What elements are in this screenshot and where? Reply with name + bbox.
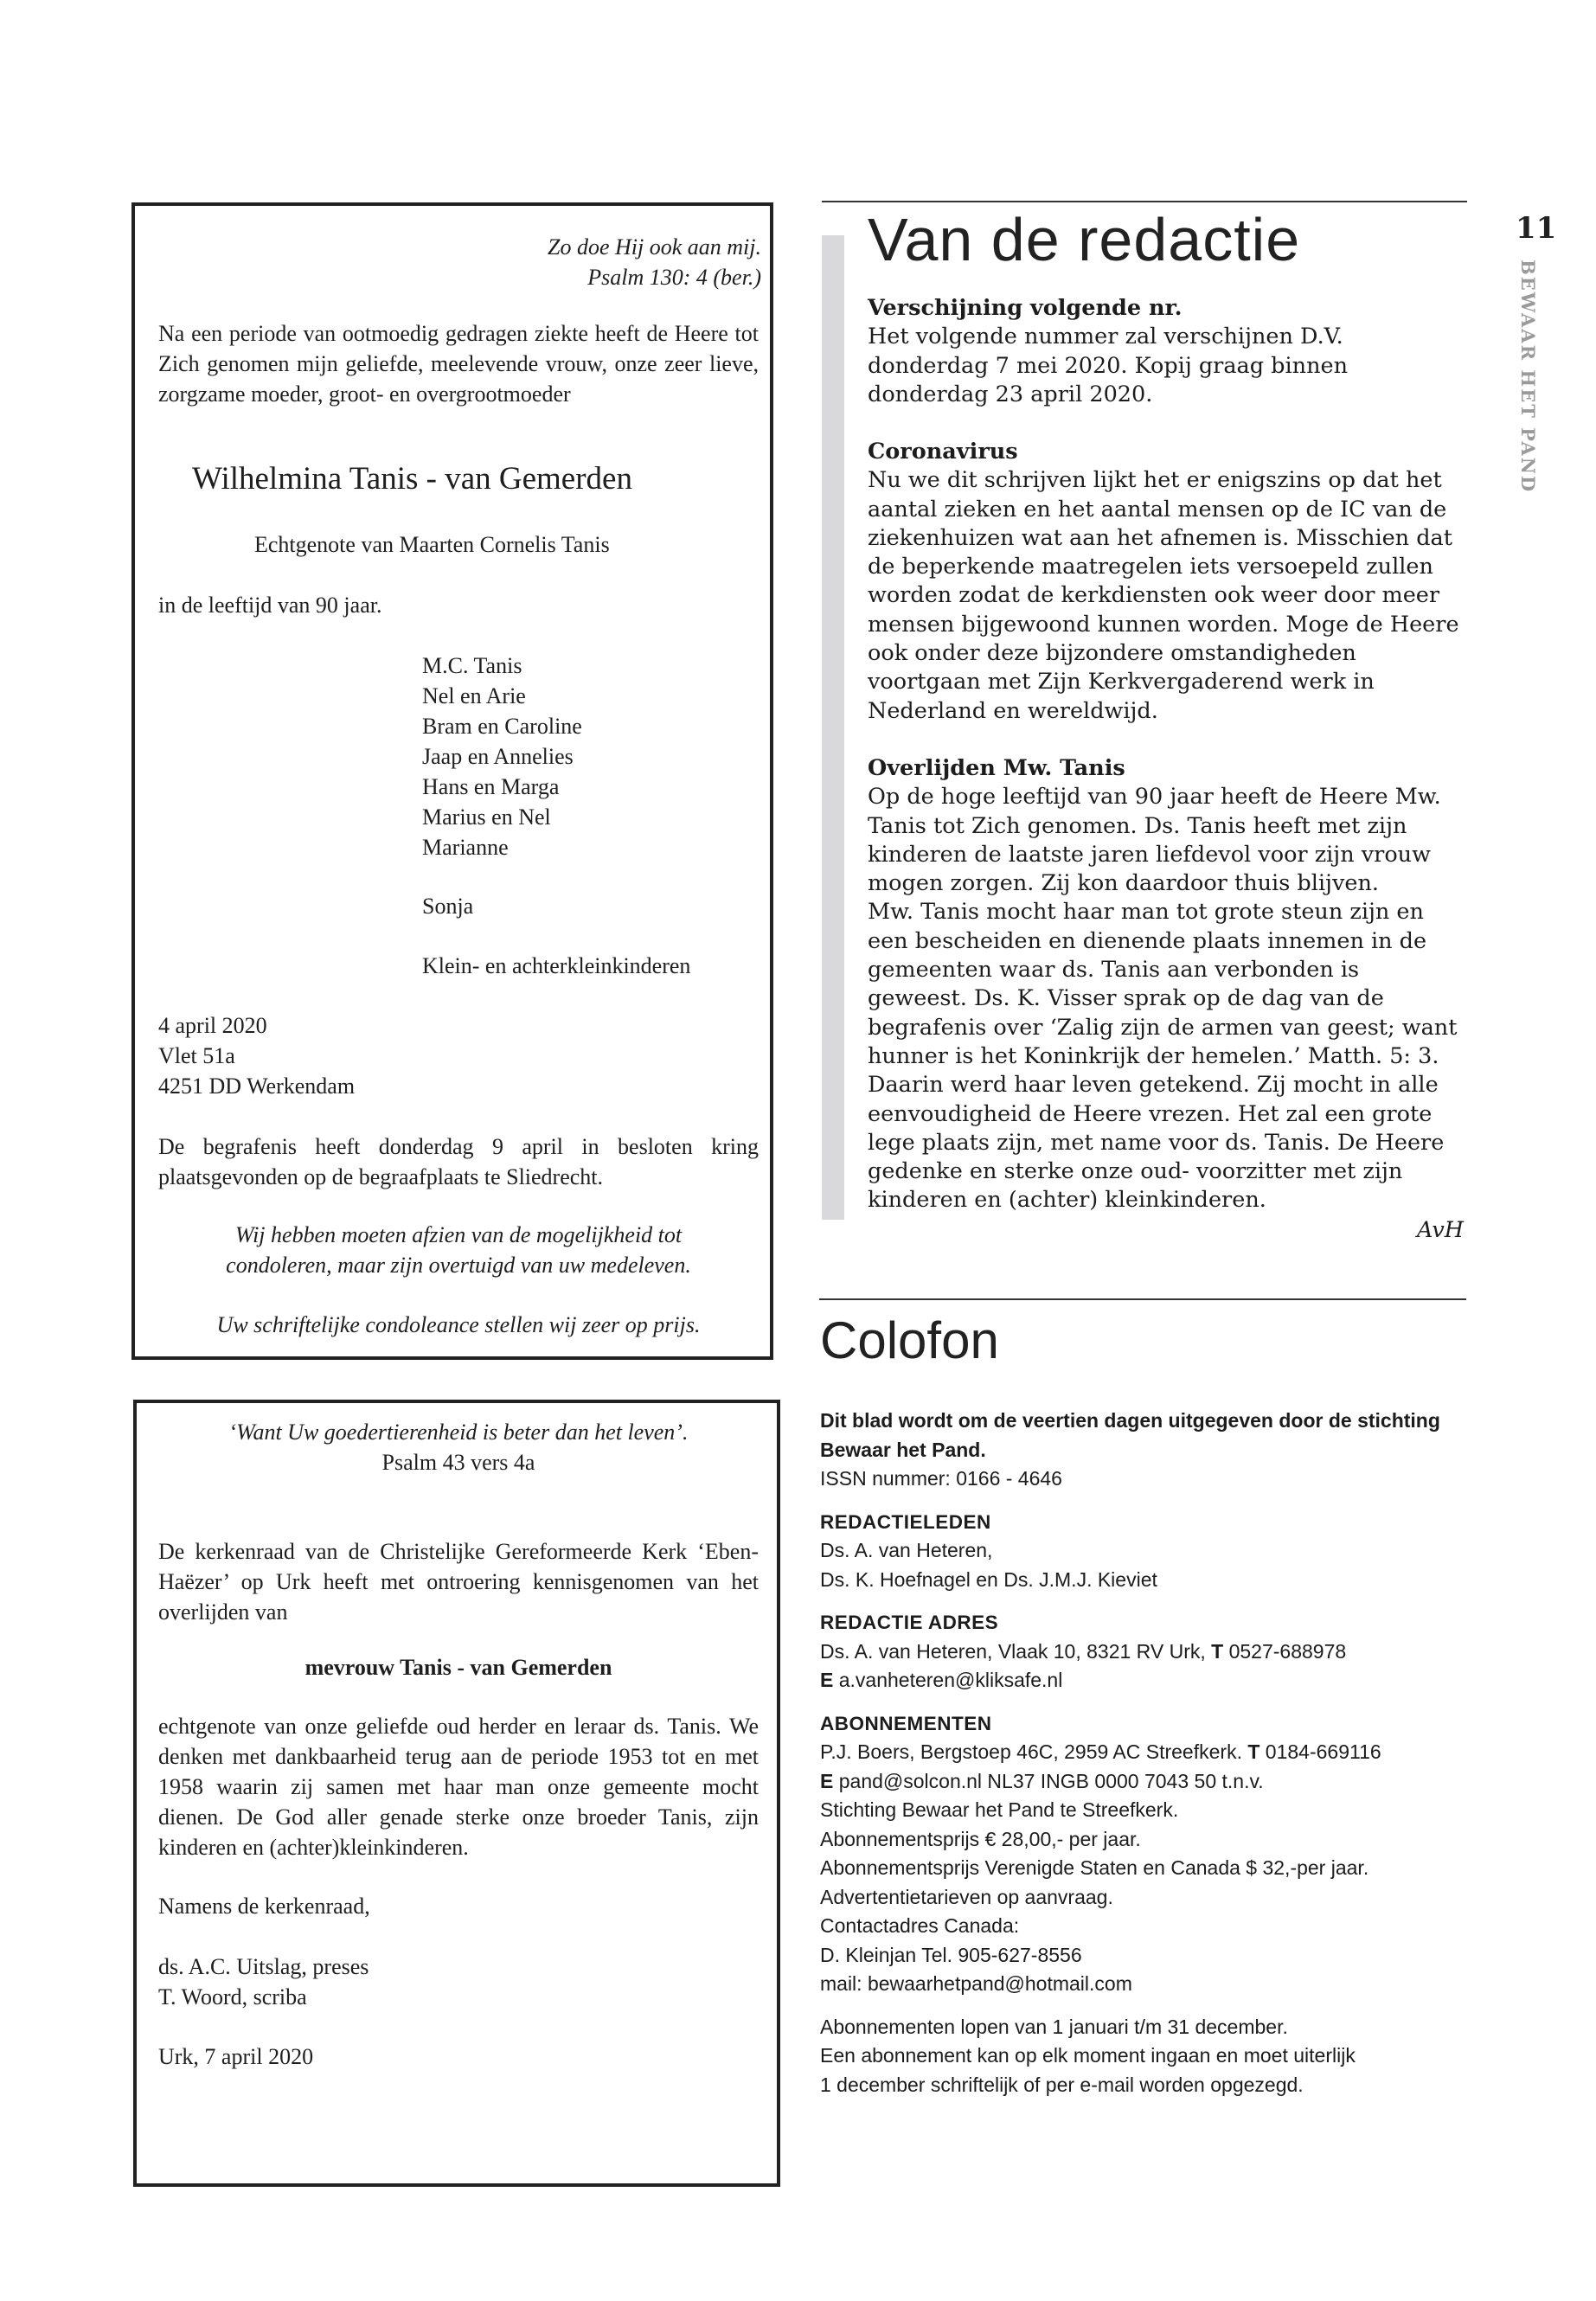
colofon-top-rule [819,1298,1466,1300]
email-bank-text: pand@solcon.nl NL37 INGB 0000 7043 50 t.n.v. [838,1769,1264,1792]
obituary2-place-date: Urk, 7 april 2020 [158,2044,314,2069]
funeral-note: De begrafenis heeft donderdag 9 april in besloten kring plaatsgevonden op de begraafplaats te Sliedrecht. [158,1134,759,1189]
running-head: BEWAAR HET PAND [1517,260,1539,494]
quote-line: Zo doe Hij ook aan mij. [548,234,761,260]
email-address: a.vanheteren@kliksafe.nl [838,1669,1063,1691]
colofon-line: Advertentietarieven op aanvraag. [820,1885,1113,1908]
colofon-line [820,1738,1460,1767]
section-body: Mw. Tanis mocht haar man tot grote steun zijn en een bescheiden en dienende plaats innemen in de gemeenten waar ds. Tanis aan verbonden is geweest. Ds. K. Visser sprak op de dag van de begrafenis over ‘Zalig zijn de armen van geest; want hunner is het Koninkrijk der hemelen.’ Matth. 5: 3. Daarin werd haar leven getekend. Zij mocht in alle eenvoudigheid de Heere vrezen. Het zal een grote lege plaats zijn, met name voor ds. Tanis. De Heere gedenke en sterke onze oud- voorzitter met zijn kinderen en (achter) kleinkinderen. [868,899,1458,1214]
family-member: Jaap en Annelies [422,744,574,769]
email-label: E [820,1669,834,1691]
section-heading: Overlijden Mw. Tanis [868,755,1125,781]
family-list [422,651,582,862]
redactie-title: Van de redactie [868,206,1301,273]
colofon-line: Abonnementen lopen van 1 januari t/m 31 december. [820,2015,1288,2038]
phone-label: T [1211,1639,1224,1663]
redactie-section-verschijning [868,294,1465,409]
quote-line: ‘Want Uw goedertierenheid is beter dan het leven’. [228,1420,689,1445]
colofon-issn: ISSN nummer: 0166 - 4646 [820,1467,1062,1490]
phone-number: 0527-688978 [1228,1639,1347,1663]
redactie-section-overlijden [868,754,1465,1215]
obituary-quote [484,232,761,292]
deceased-name: Wilhelmina Tanis - van Gemerden [192,461,632,497]
address-block [158,1010,355,1101]
colofon-line: Stichting Bewaar het Pand te Streefkerk. [820,1798,1179,1821]
obituary2-body: echtgenote van onze geliefde oud herder en leraar ds. Tanis. We denken met dankbaarheid terug aan de periode 1953 tot en met 1958 waarin zij samen met haar man onze gemeente mocht dienen. De God aller genade sterke onze broeder Tanis, zijn kinderen en (achter)kleinkinderen. [158,1714,759,1860]
family-member: M.C. Tanis [422,653,522,678]
colofon-heading: REDACTIELEDEN [820,1510,991,1533]
section-heading: Coronavirus [868,439,1018,465]
redactie-signature: AvH [1416,1217,1464,1243]
obituary-date: 4 april 2020 [158,1013,267,1038]
colofon-line: Ds. A. van Heteren, [820,1539,993,1561]
spouse-line: Echtgenote van Maarten Cornelis Tanis [254,532,610,557]
colofon-line [820,1767,1460,1797]
redactie-side-bar [822,235,844,1220]
address-line: Vlet 51a [158,1043,235,1068]
signature-line: T. Woord, scriba [158,1984,307,2009]
obituary-intro: Na een periode van ootmoedig gedragen ziekte heeft de Heere tot Zich genomen mijn geliefde, meelevende vrouw, onze zeer lieve, zorgzame moeder, groot- en overgrootmoeder [158,321,759,407]
condolence-note [158,1220,759,1280]
email-label: E [820,1769,834,1792]
page-number: 11 [1516,211,1557,246]
section-body: Op de hoge leeftijd van 90 jaar heeft de Heere Mw. Tanis tot Zich genomen. Ds. Tanis heeft met zijn kinderen de laatste jaren liefdevol voor zijn vrouw mogen zorgen. Zij kon daardoor thuis blijven. [868,784,1441,897]
note-line: Wij hebben moeten afzien van de mogelijkheid tot [234,1222,683,1247]
colofon-line [820,1666,1460,1695]
family-member: Hans en Marga [422,774,560,799]
obituary2-signatures [158,1952,369,2012]
address-text: P.J. Boers, Bergstoep 46C, 2959 AC Streefkerk. [820,1740,1242,1763]
address-line: 4251 DD Werkendam [158,1074,356,1099]
colofon-heading: ABONNEMENTEN [820,1712,992,1734]
obituary2-namens: Namens de kerkenraad, [158,1894,370,1919]
obituary2-name: mevrouw Tanis - van Gemerden [304,1655,612,1680]
address-text: Ds. A. van Heteren, Vlaak 10, 8321 RV Urk, [820,1639,1206,1663]
colofon-title: Colofon [820,1311,999,1369]
colofon-line: Ds. K. Hoefnagel en Ds. J.M.J. Kieviet [820,1567,1157,1591]
age-line: in de leeftijd van 90 jaar. [158,593,382,618]
colofon-line: 1 december schriftelijk of per e-mail worden opgezegd. [820,2073,1304,2096]
family-extra: Sonja [422,894,474,919]
note-line: condoleren, maar zijn overtuigd van uw medeleven. [226,1253,691,1278]
colofon-heading: REDACTIE ADRES [820,1612,999,1633]
family-grandchildren: Klein- en achterkleinkinderen [422,953,691,978]
family-member: Bram en Caroline [422,714,582,739]
section-body: Nu we dit schrijven lijkt het er enigszins op dat het aantal zieken en het aantal mensen op de IC van de ziekenhuizen wat aan het afnemen is. Misschien dat de beperkende maatregelen iets versoepeld zullen worden zodat de kerkdiensten ook weer door meer mensen bijgewoond kunnen worden. Moge de Heere ook onder deze bijzondere omstandigheden voortgaan met Zijn Kerkvergaderend werk in Nederland en wereldwijd. [868,467,1459,724]
redactie-section-corona [868,438,1465,726]
obituary2-intro: De kerkenraad van de Christelijke Gereformeerde Kerk ‘Eben-Haëzer’ op Urk heeft met ontroering kennisgenomen van het overlijden van [158,1539,759,1625]
colofon-line: Een abonnement kan op elk moment ingaan en moet uiterlijk [820,2044,1356,2067]
section-heading: Verschijning volgende nr. [868,295,1183,321]
colofon-line: D. Kleinjan Tel. 905-627-8556 [820,1943,1082,1966]
quote-reference: Psalm 43 vers 4a [381,1450,535,1475]
quote-reference: Psalm 130: 4 (ber.) [587,265,761,290]
colofon-intro: Dit blad wordt om de veertien dagen uitgegeven door de stichting Bewaar het Pand. [820,1409,1440,1461]
colofon-body [820,1407,1460,2099]
colofon-line: Abonnementsprijs € 28,00,- per jaar. [820,1827,1141,1850]
colofon-line: Abonnementsprijs Verenigde Staten en Canada $ 32,-per jaar. [820,1856,1369,1879]
colofon-line: Contactadres Canada: [820,1914,1020,1937]
redactie-top-rule [822,201,1467,202]
family-member: Nel en Arie [422,683,526,708]
phone-label: T [1247,1740,1260,1763]
family-member: Marianne [422,835,509,860]
colofon-line [820,1638,1460,1667]
section-body: Het volgende nummer zal verschijnen D.V. donderdag 7 mei 2020. Kopij graag binnen donderdag 23 april 2020. [868,324,1349,407]
condolence-request: Uw schriftelijke condoleance stellen wij zeer op prijs. [216,1312,701,1337]
signature-line: ds. A.C. Uitslag, preses [158,1954,369,1979]
family-member: Marius en Nel [422,804,551,830]
colofon-line: mail: bewaarhetpand@hotmail.com [820,1972,1132,1995]
phone-number: 0184-669116 [1265,1740,1381,1763]
obituary2-quote [158,1417,759,1477]
